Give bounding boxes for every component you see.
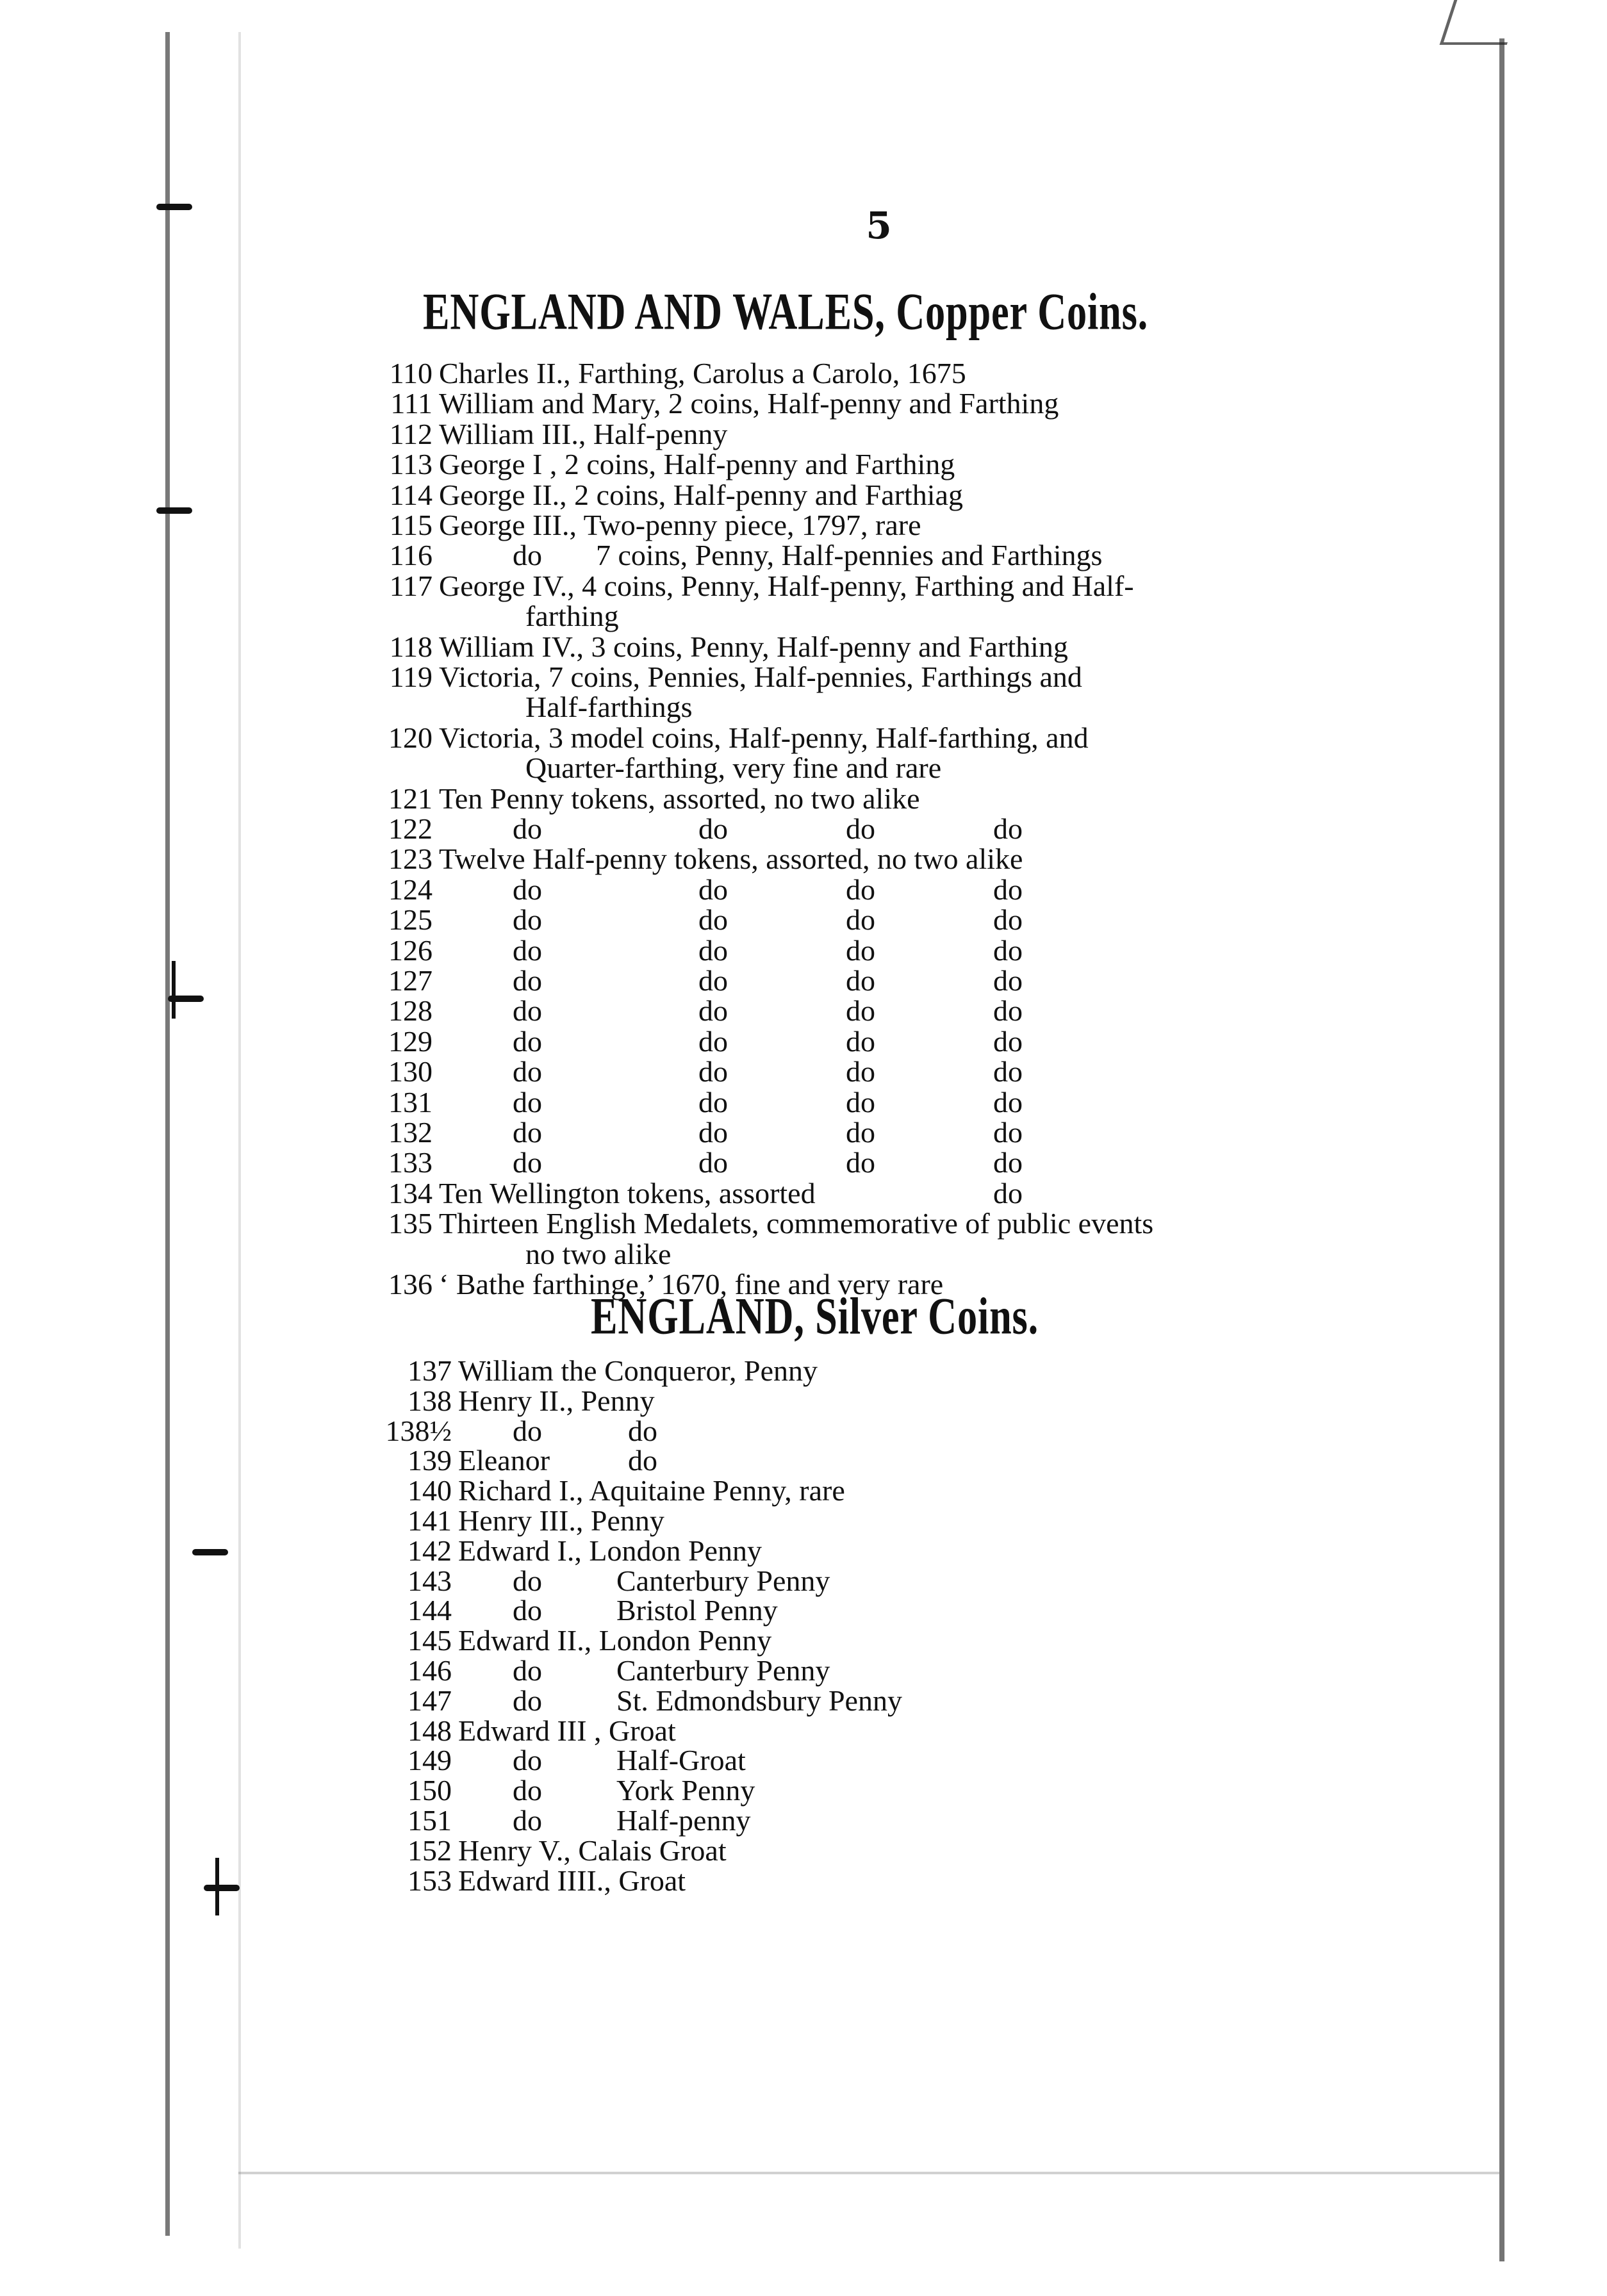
entry-detail: Bristol Penny xyxy=(616,1594,778,1627)
ditto-mark: do xyxy=(513,1116,542,1149)
entry-text: do xyxy=(513,1684,542,1717)
ditto-mark: do xyxy=(846,1146,875,1179)
ditto-mark: do xyxy=(698,1116,728,1149)
ditto-mark: do xyxy=(846,1055,875,1088)
ditto-mark: do xyxy=(698,1055,728,1088)
lot-number: 153 xyxy=(408,1864,452,1897)
ditto-mark: do xyxy=(846,903,875,937)
lot-number: 123 xyxy=(388,842,433,876)
binding-stitch xyxy=(204,1885,240,1891)
entry-continuation: Half-farthings xyxy=(525,691,693,724)
ditto-mark: do xyxy=(513,964,542,997)
entry-text: George II., 2 coins, Half-penny and Farthiag xyxy=(439,478,963,511)
ditto-mark: do xyxy=(993,1024,1023,1058)
lot-number: 147 xyxy=(408,1684,452,1717)
entry-text: Edward III , Groat xyxy=(458,1714,676,1747)
section-heading-silver: ENGLAND, Silver Coins. xyxy=(591,1287,1039,1345)
corner-fold xyxy=(1440,0,1522,45)
lot-number: 125 xyxy=(388,903,433,937)
catalogue-entry xyxy=(389,630,1068,664)
ditto-mark: do xyxy=(993,1146,1023,1179)
ditto-mark: do xyxy=(513,812,542,845)
lot-number: 140 xyxy=(408,1474,452,1507)
ditto-mark: do xyxy=(846,1024,875,1058)
ditto-mark: do xyxy=(993,1116,1023,1149)
lot-number: 131 xyxy=(388,1085,433,1119)
entry-text: Thirteen English Medalets, commemorative of public events xyxy=(439,1207,1154,1240)
entry-detail: do xyxy=(993,1176,1023,1210)
binding-edge xyxy=(165,32,170,2236)
entry-text: Edward II., London Penny xyxy=(458,1624,772,1657)
catalogue-entry xyxy=(408,1864,686,1898)
lot-number: 143 xyxy=(408,1564,452,1597)
ditto-mark: do xyxy=(513,1085,542,1119)
entry-detail: Canterbury Penny xyxy=(616,1564,830,1597)
page-gutter xyxy=(238,32,241,2249)
lot-number: 146 xyxy=(408,1654,452,1687)
ditto-mark: do xyxy=(846,933,875,967)
entry-text: Charles II., Farthing, Carolus a Carolo, 1675 xyxy=(439,357,966,390)
lot-number: 130 xyxy=(388,1055,433,1088)
entry-text: do xyxy=(513,1654,542,1687)
ditto-mark: do xyxy=(846,812,875,845)
catalogue-entry xyxy=(389,569,1134,603)
catalogue-entry xyxy=(388,782,920,816)
lot-number: 112 xyxy=(389,417,433,450)
entry-text: Victoria, 3 model coins, Half-penny, Half-farthing, and xyxy=(439,721,1089,754)
lot-number: 117 xyxy=(389,569,433,602)
lot-number: 119 xyxy=(389,660,433,693)
entry-text: Twelve Half-penny tokens, assorted, no two alike xyxy=(439,842,1023,876)
catalogue-entry xyxy=(390,386,1059,420)
entry-text: Richard I., Aquitaine Penny, rare xyxy=(458,1474,845,1507)
ditto-mark: do xyxy=(698,933,728,967)
ditto-mark: do xyxy=(993,903,1023,937)
ditto-mark: do xyxy=(993,873,1023,906)
lot-number: 126 xyxy=(388,933,433,967)
lot-number: 135 xyxy=(388,1207,433,1240)
ditto-mark: do xyxy=(513,873,542,906)
catalogue-entry xyxy=(389,478,963,512)
lot-number: 141 xyxy=(408,1504,452,1537)
ditto-mark: do xyxy=(513,1024,542,1058)
catalogue-entry xyxy=(408,1354,818,1388)
ditto-mark: do xyxy=(993,964,1023,997)
catalogue-entry xyxy=(408,1623,772,1657)
ditto-mark: do xyxy=(698,812,728,845)
entry-text: do xyxy=(513,539,542,572)
lot-number: 118 xyxy=(389,630,433,663)
ditto-mark: do xyxy=(993,812,1023,845)
lot-number: 120 xyxy=(388,721,433,754)
entry-text: George I , 2 coins, Half-penny and Farthing xyxy=(439,448,955,481)
entry-detail: do xyxy=(628,1444,657,1477)
entry-text: Edward I., London Penny xyxy=(458,1534,762,1567)
lot-number: 124 xyxy=(388,873,433,906)
ditto-mark: do xyxy=(698,964,728,997)
entry-detail: Half-Groat xyxy=(616,1744,746,1777)
catalogue-entry xyxy=(389,508,921,542)
lot-number: 116 xyxy=(389,539,433,572)
entry-text: Henry II., Penny xyxy=(458,1384,655,1417)
catalogue-entry xyxy=(388,842,1023,876)
catalogue-entry xyxy=(389,356,966,390)
lot-number: 115 xyxy=(389,509,433,541)
lot-number: 151 xyxy=(408,1804,452,1837)
ditto-mark: do xyxy=(993,994,1023,1028)
entry-detail: York Penny xyxy=(616,1774,755,1807)
ditto-mark: do xyxy=(993,933,1023,967)
catalogue-entry xyxy=(388,1206,1154,1240)
entry-text: Henry V., Calais Groat xyxy=(458,1833,727,1867)
lot-number: 137 xyxy=(408,1354,452,1387)
lot-number: 127 xyxy=(388,964,433,997)
entry-text: William III., Half-penny xyxy=(439,417,728,450)
lot-number: 152 xyxy=(408,1833,452,1867)
page-bottom-edge xyxy=(238,2172,1501,2174)
catalogue-entry xyxy=(408,1443,657,1477)
lot-number: 114 xyxy=(389,478,433,511)
ditto-mark: do xyxy=(628,1414,657,1447)
lot-number: 132 xyxy=(388,1116,433,1149)
lot-number: 149 xyxy=(408,1744,452,1777)
ditto-mark: do xyxy=(698,903,728,937)
catalogue-entry xyxy=(408,1473,845,1507)
ditto-mark: do xyxy=(698,994,728,1028)
entry-detail: Canterbury Penny xyxy=(616,1654,830,1687)
entry-text: William the Conqueror, Penny xyxy=(458,1354,818,1387)
ditto-mark: do xyxy=(846,1085,875,1119)
lot-number: 110 xyxy=(389,357,433,390)
entry-detail: St. Edmondsbury Penny xyxy=(616,1684,902,1717)
catalogue-entry xyxy=(389,417,728,451)
entry-text: Henry III., Penny xyxy=(458,1504,664,1537)
catalogue-entry xyxy=(388,1267,944,1301)
entry-continuation: Quarter-farthing, very fine and rare xyxy=(525,751,942,785)
catalogue-entry xyxy=(408,1504,664,1538)
lot-number: 133 xyxy=(388,1146,433,1179)
lot-number: 145 xyxy=(408,1624,452,1657)
entry-text: do xyxy=(513,1564,542,1597)
ditto-mark: do xyxy=(846,873,875,906)
entry-text: do xyxy=(513,1804,542,1837)
ditto-mark: do xyxy=(846,964,875,997)
ditto-mark: do xyxy=(698,1146,728,1179)
ditto-mark: do xyxy=(513,903,542,937)
entry-continuation: no two alike xyxy=(525,1237,672,1270)
ditto-mark: do xyxy=(513,933,542,967)
lot-number: 150 xyxy=(408,1774,452,1807)
entry-detail: Half-penny xyxy=(616,1804,751,1837)
entry-text: Victoria, 7 coins, Pennies, Half-pennies, Farthings and xyxy=(439,660,1082,693)
lot-number: 148 xyxy=(408,1714,452,1747)
ditto-mark: do xyxy=(513,994,542,1028)
entry-text: George IV., 4 coins, Penny, Half-penny, Farthing and Half- xyxy=(439,569,1134,602)
entry-text: Ten Wellington tokens, assorted xyxy=(439,1176,816,1210)
lot-number: 136 xyxy=(388,1268,433,1300)
ditto-mark: do xyxy=(698,1024,728,1058)
catalogue-entry xyxy=(408,1833,727,1867)
entry-text: Edward IIII., Groat xyxy=(458,1864,686,1897)
entry-text: do xyxy=(513,1744,542,1777)
binding-stitch xyxy=(156,507,192,514)
ditto-mark: do xyxy=(846,1116,875,1149)
catalogue-entry xyxy=(408,1384,655,1418)
entry-detail: 7 coins, Penny, Half-pennies and Farthings xyxy=(596,539,1103,572)
lot-number: 142 xyxy=(408,1534,452,1567)
entry-continuation: farthing xyxy=(525,600,619,633)
ditto-mark: do xyxy=(513,1414,542,1447)
page-number: 5 xyxy=(866,204,892,247)
lot-number: 134 xyxy=(388,1176,433,1210)
ditto-mark: do xyxy=(513,1146,542,1179)
entry-text: Ten Penny tokens, assorted, no two alike xyxy=(439,782,920,815)
binding-thread xyxy=(172,961,176,1019)
entry-text: Eleanor xyxy=(458,1444,550,1477)
ditto-mark: do xyxy=(846,994,875,1028)
lot-number: 128 xyxy=(388,994,433,1028)
lot-number: 139 xyxy=(408,1444,452,1477)
binding-stitch xyxy=(192,1549,228,1555)
catalogue-entry xyxy=(388,721,1089,755)
entry-text: William IV., 3 coins, Penny, Half-penny and Farthing xyxy=(439,630,1068,663)
catalogue-entry xyxy=(408,1534,762,1568)
binding-thread xyxy=(215,1858,219,1915)
catalogue-entry xyxy=(389,447,955,481)
lot-number: 121 xyxy=(388,782,433,815)
entry-text: do xyxy=(513,1594,542,1627)
catalogue-entry xyxy=(389,660,1082,694)
ditto-mark: do xyxy=(698,1085,728,1119)
entry-text: William and Mary, 2 coins, Half-penny and Farthing xyxy=(439,387,1059,420)
lot-number: 129 xyxy=(388,1024,433,1058)
lot-number: 111 xyxy=(390,387,433,420)
catalogue-entry xyxy=(408,1714,676,1748)
entry-text: George III., Two-penny piece, 1797, rare xyxy=(439,509,921,541)
ditto-mark: do xyxy=(993,1055,1023,1088)
page-edge xyxy=(1499,38,1504,2261)
lot-number: 138½ xyxy=(385,1414,452,1447)
lot-number: 122 xyxy=(388,812,433,845)
ditto-mark: do xyxy=(993,1085,1023,1119)
ditto-mark: do xyxy=(698,873,728,906)
catalogue-entry xyxy=(388,1176,1023,1210)
entry-text: do xyxy=(513,1774,542,1807)
section-heading-copper: ENGLAND AND WALES, Copper Coins. xyxy=(423,283,1149,341)
ditto-mark: do xyxy=(513,1055,542,1088)
lot-number: 138 xyxy=(408,1384,452,1417)
lot-number: 144 xyxy=(408,1594,452,1627)
entry-text: ‘ Bathe farthinge,’ 1670, fine and very rare xyxy=(439,1268,944,1300)
lot-number: 113 xyxy=(389,448,433,481)
